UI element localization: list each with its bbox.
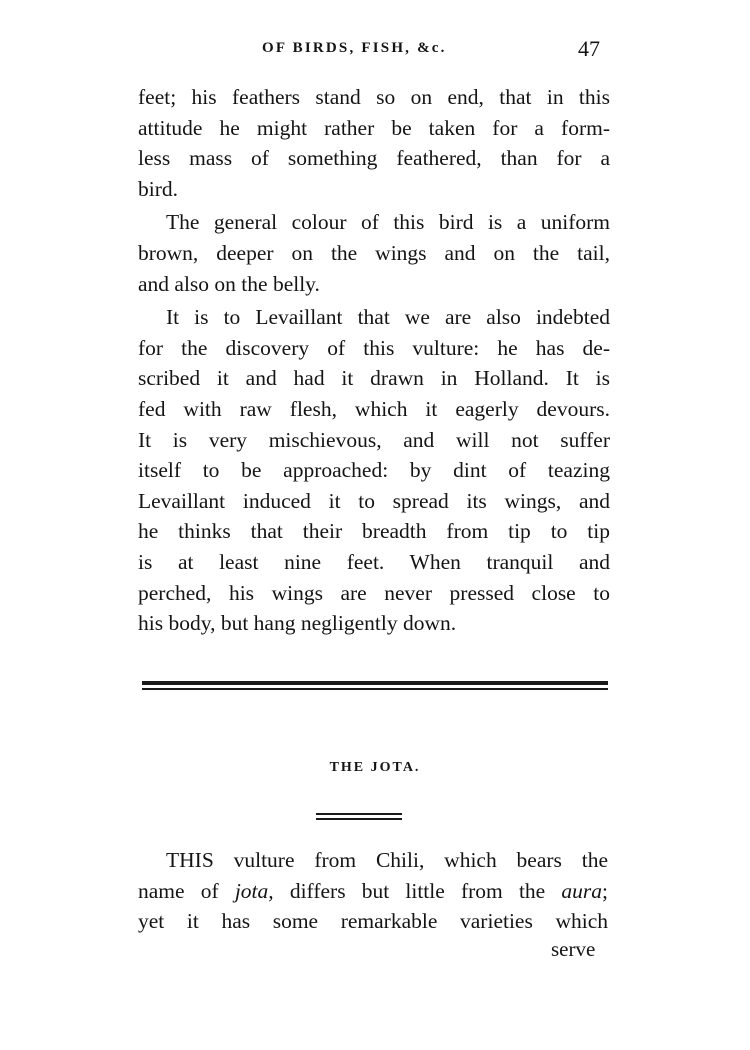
section-body-text [138,845,608,937]
text-line: feet; his feathers stand so on end, that in this [138,85,610,109]
body-text [138,82,610,639]
section-title: THE JOTA. [329,760,421,775]
text-line: is at least nine feet. When tranquil and [138,549,610,574]
text-line [138,876,608,907]
divider-thick-line [142,681,608,685]
text-line: brown, deeper on the wings and on the tail, [138,240,610,265]
paragraph [138,207,610,299]
text-line: yet it has some remarkable varieties which [138,909,608,934]
text-line: for the discovery of this vulture: he has de- [138,335,610,360]
section-divider-rule [142,681,608,691]
text-line: Levaillant induced it to spread its wings, and [138,488,610,513]
text-run: name of [138,878,235,903]
text-line: itself to be approached: by dint of teazing [138,458,610,483]
text-line: fed with raw flesh, which it eagerly devours. [138,396,610,421]
text-line: It is to Levaillant that we are also indebted [166,305,610,330]
text-line: attitude he might rather be taken for a form- [138,115,610,140]
paragraph [138,82,610,204]
italic-term-aura: aura [561,878,603,903]
text-line: The general colour of this bird is a uniform [166,210,610,235]
paragraph [138,302,610,639]
underline-line [316,818,402,820]
text-line: he thinks that their breadth from tip to tip [138,519,610,544]
text-line: bird. [138,176,179,201]
page-number: 47 [578,36,600,61]
text-line: and also on the belly. [138,271,320,296]
text-line: perched, his wings are never pressed close to [138,580,610,605]
italic-term-jota: jota, [234,878,274,903]
divider-thin-line [142,688,608,690]
running-head: OF BIRDS, FISH, &c. [262,40,447,56]
text-line: his body, but hang negligently down. [138,611,457,636]
text-line: scribed it and had it drawn in Holland. It is [138,366,610,391]
text-run: differs but little from the [273,878,562,903]
underline-line [316,813,402,815]
text-line: It is very mischievous, and will not suffer [138,427,610,452]
text-run: ; [602,878,608,903]
text-line: less mass of something feathered, than for a [138,146,610,171]
catchword: serve [551,937,596,961]
title-underline-rule [316,813,402,821]
text-line: THIS vulture from Chili, which bears the [166,848,608,872]
